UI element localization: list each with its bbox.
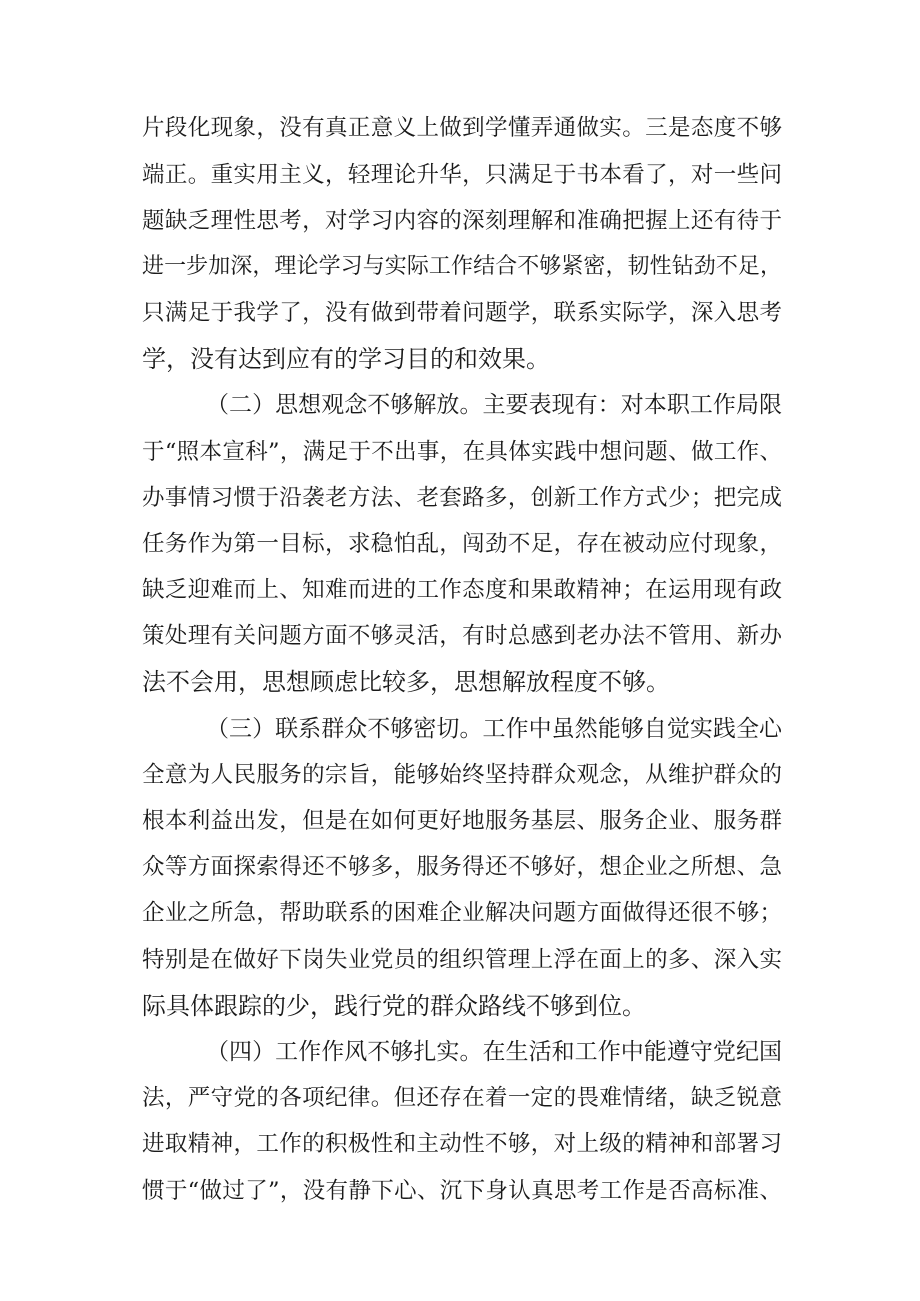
paragraph-1-line-3: 题缺乏理性思考，对学习内容的深刻理解和准确把握上还有待于 (142, 208, 782, 234)
paragraph-3-line-5: 企业之所急，帮助联系的困难企业解决问题方面做得还很不够； (142, 900, 782, 926)
paragraph-2-line-1: （二）思想观念不够解放。主要表现有：对本职工作局限 (206, 392, 782, 418)
paragraph-3-line-2: 全意为人民服务的宗旨，能够始终坚持群众观念，从维护群众的 (142, 762, 782, 788)
paragraph-3-line-7: 际具体跟踪的少，践行党的群众路线不够到位。 (142, 992, 646, 1020)
paragraph-4-line-1: （四）工作作风不够扎实。在生活和工作中能遵守党纪国 (206, 1039, 782, 1065)
paragraph-3-line-6: 特别是在做好下岗失业党员的组织管理上浮在面上的多、深入实 (142, 947, 782, 973)
paragraph-1-line-2: 端正。重实用主义，轻理论升华，只满足于书本看了，对一些问 (142, 162, 782, 188)
paragraph-1-line-6: 学，没有达到应有的学习目的和效果。 (142, 345, 550, 373)
paragraph-1-line-5: 只满足于我学了，没有做到带着问题学，联系实际学，深入思考 (142, 300, 782, 326)
paragraph-1-line-1: 片段化现象，没有真正意义上做到学懂弄通做实。三是态度不够 (142, 115, 782, 141)
paragraph-2-line-2: 于“照本宣科”，满足于不出事，在具体实践中想问题、做工作、 (142, 439, 782, 465)
paragraph-3-line-4: 众等方面探索得还不够多，服务得还不够好，想企业之所想、急 (142, 854, 782, 880)
paragraph-3-line-1: （三）联系群众不够密切。工作中虽然能够自觉实践全心 (206, 716, 782, 742)
paragraph-2-line-7: 法不会用，思想顾虑比较多，思想解放程度不够。 (142, 668, 670, 696)
paragraph-2-line-6: 策处理有关问题方面不够灵活，有时总感到老办法不管用、新办 (142, 623, 782, 649)
paragraph-4-line-4: 惯于“做过了”，没有静下心、沉下身认真思考工作是否高标准、 (142, 1178, 782, 1204)
paragraph-2-line-5: 缺乏迎难而上、知难而进的工作态度和果敢精神；在运用现有政 (142, 577, 782, 603)
paragraph-4-line-2: 法，严守党的各项纪律。但还存在着一定的畏难情绪，缺乏锐意 (142, 1085, 782, 1111)
paragraph-3-line-3: 根本利益出发，但是在如何更好地服务基层、服务企业、服务群 (142, 808, 782, 834)
paragraph-4-line-3: 进取精神，工作的积极性和主动性不够，对上级的精神和部署习 (142, 1131, 782, 1157)
paragraph-2-line-4: 任务作为第一目标，求稳怕乱，闯劲不足，存在被动应付现象， (142, 531, 782, 557)
paragraph-2-line-3: 办事情习惯于沿袭老方法、老套路多，创新工作方式少；把完成 (142, 485, 782, 511)
paragraph-1-line-4: 进一步加深，理论学习与实际工作结合不够紧密，韧性钻劲不足， (142, 254, 782, 279)
